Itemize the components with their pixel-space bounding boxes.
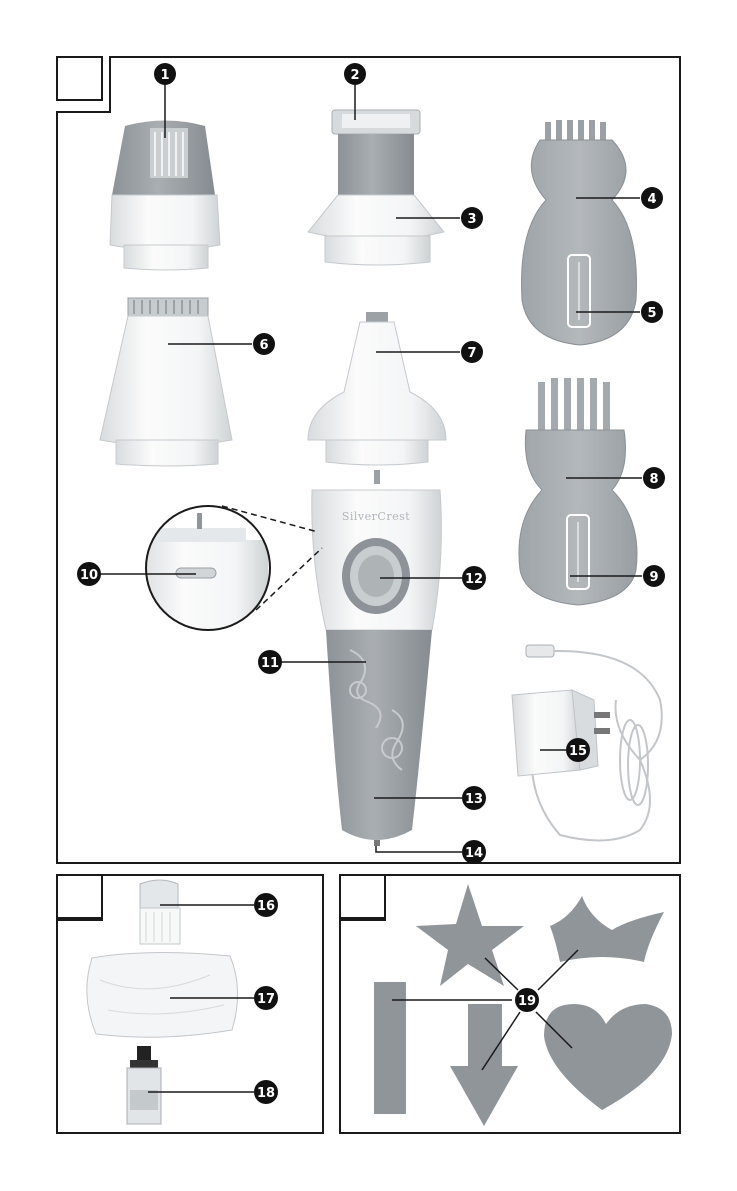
svg-text:12: 12 <box>464 572 484 587</box>
shaver-head <box>308 110 444 265</box>
trimmer-head <box>100 298 232 466</box>
callout-9 <box>643 565 665 587</box>
callout-4 <box>641 187 663 209</box>
callout-11 <box>258 650 282 674</box>
callout-6 <box>253 333 275 355</box>
svg-text:10: 10 <box>79 568 99 583</box>
precision-head <box>308 312 446 465</box>
stencil-bar <box>374 982 406 1114</box>
callout-13 <box>462 786 486 810</box>
epilator-head <box>110 121 220 271</box>
svg-text:9: 9 <box>649 570 659 585</box>
stencil-star <box>416 884 524 986</box>
svg-text:15: 15 <box>568 744 588 759</box>
svg-text:18: 18 <box>256 1086 276 1101</box>
callout-12 <box>462 566 486 590</box>
brand-logo: SilverCrest <box>341 510 411 523</box>
svg-text:13: 13 <box>464 792 484 807</box>
svg-text:16: 16 <box>256 899 276 914</box>
callout-14 <box>462 840 486 864</box>
callout-15 <box>566 738 590 762</box>
svg-text:4: 4 <box>647 192 657 207</box>
cleaning-brush <box>140 880 180 944</box>
callout-8 <box>643 467 665 489</box>
accessories-panel-label-box <box>57 875 102 918</box>
svg-text:14: 14 <box>464 846 484 861</box>
svg-text:11: 11 <box>260 656 280 671</box>
callout-17 <box>254 986 278 1010</box>
zoom-detail <box>138 500 322 640</box>
main-panel-label-box <box>57 57 102 100</box>
svg-text:8: 8 <box>649 472 659 487</box>
stencil-heart <box>544 1004 672 1110</box>
storage-pouch <box>87 952 238 1037</box>
callout-1 <box>154 63 176 85</box>
callout-7 <box>461 341 483 363</box>
oil-bottle <box>127 1046 161 1124</box>
svg-text:5: 5 <box>647 306 657 321</box>
svg-text:2: 2 <box>350 68 360 83</box>
svg-text:19: 19 <box>517 994 537 1009</box>
callout-10 <box>77 562 101 586</box>
stencil-crown <box>550 896 664 962</box>
svg-text:6: 6 <box>259 338 269 353</box>
svg-text:3: 3 <box>467 212 477 227</box>
callout-5 <box>641 301 663 323</box>
svg-text:7: 7 <box>467 346 477 361</box>
svg-text:17: 17 <box>256 992 276 1007</box>
callout-18 <box>254 1080 278 1104</box>
callout-19 <box>515 988 539 1012</box>
callout-16 <box>254 893 278 917</box>
svg-text:1: 1 <box>160 68 170 83</box>
callout-2 <box>344 63 366 85</box>
callout-3 <box>461 207 483 229</box>
stencils-panel-label-box <box>340 875 385 918</box>
comb-attachment-large <box>519 378 637 605</box>
stencil-arrow <box>450 1004 518 1126</box>
device-body <box>312 470 442 846</box>
